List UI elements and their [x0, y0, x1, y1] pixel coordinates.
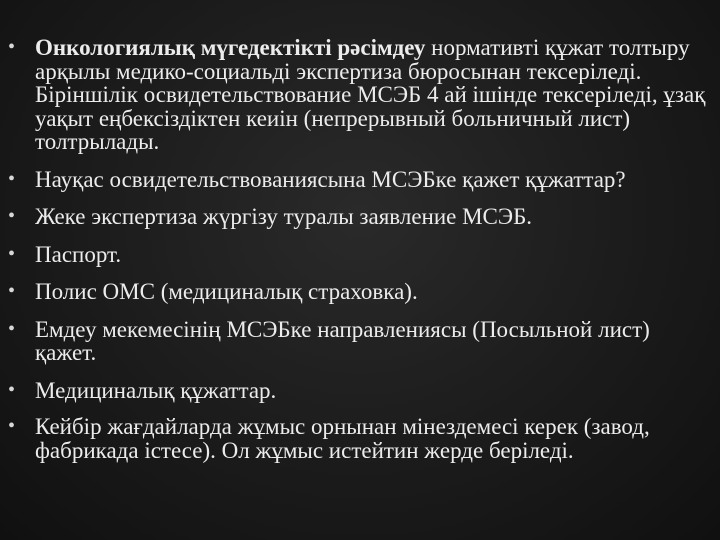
bullet-icon: • — [8, 415, 16, 437]
item-text: Емдеу мекемесінің МСЭБке направлениясы (Посыльной лист) қажет. — [35, 316, 650, 365]
list-item — [8, 318, 708, 365]
item-text: Кейбір жағдайларда жұмыс орнынан мінездемесі керек (завод, фабрикада істесе). Ол жұмыс истейтин жерде беріледі. — [35, 414, 650, 463]
item-bold-text: Онкологиялық мүгедектікті рәсімдеу — [35, 35, 426, 60]
bullet-icon: • — [8, 36, 16, 58]
bullet-icon: • — [8, 280, 16, 302]
list-item — [8, 379, 708, 403]
bullet-icon: • — [8, 242, 16, 265]
item-text: Паспорт. — [35, 241, 122, 267]
item-text: нормативті құжат толтыру арқылы медико-социальді экспертиза бюросынан тексеріледі. Біріншілік освидетельствование МСЭБ 4 ай ішінде тексеріледі, ұзақ уақыт еңбексіздіктен кеиін (непрерывный больничный лист) толтрылады. — [35, 35, 706, 154]
item-text: Жеке экспертиза жүргізу туралы заявление МСЭБ. — [35, 204, 533, 229]
list-item — [8, 168, 708, 192]
bullet-icon: • — [8, 378, 16, 401]
list-item — [8, 280, 708, 304]
item-text: Медициналық құжаттар. — [35, 377, 277, 403]
list-item — [8, 243, 708, 267]
list-item — [8, 415, 708, 462]
bullet-icon: • — [8, 205, 16, 227]
bullet-list — [8, 36, 708, 476]
list-item — [8, 205, 708, 229]
item-text: Полис ОМС (медициналық страховка). — [35, 279, 418, 304]
item-text: Науқас освидетельствованиясына МСЭБке қажет құжаттар? — [35, 166, 626, 192]
bullet-icon: • — [8, 317, 16, 340]
list-item — [8, 36, 708, 154]
bullet-icon: • — [8, 167, 16, 190]
